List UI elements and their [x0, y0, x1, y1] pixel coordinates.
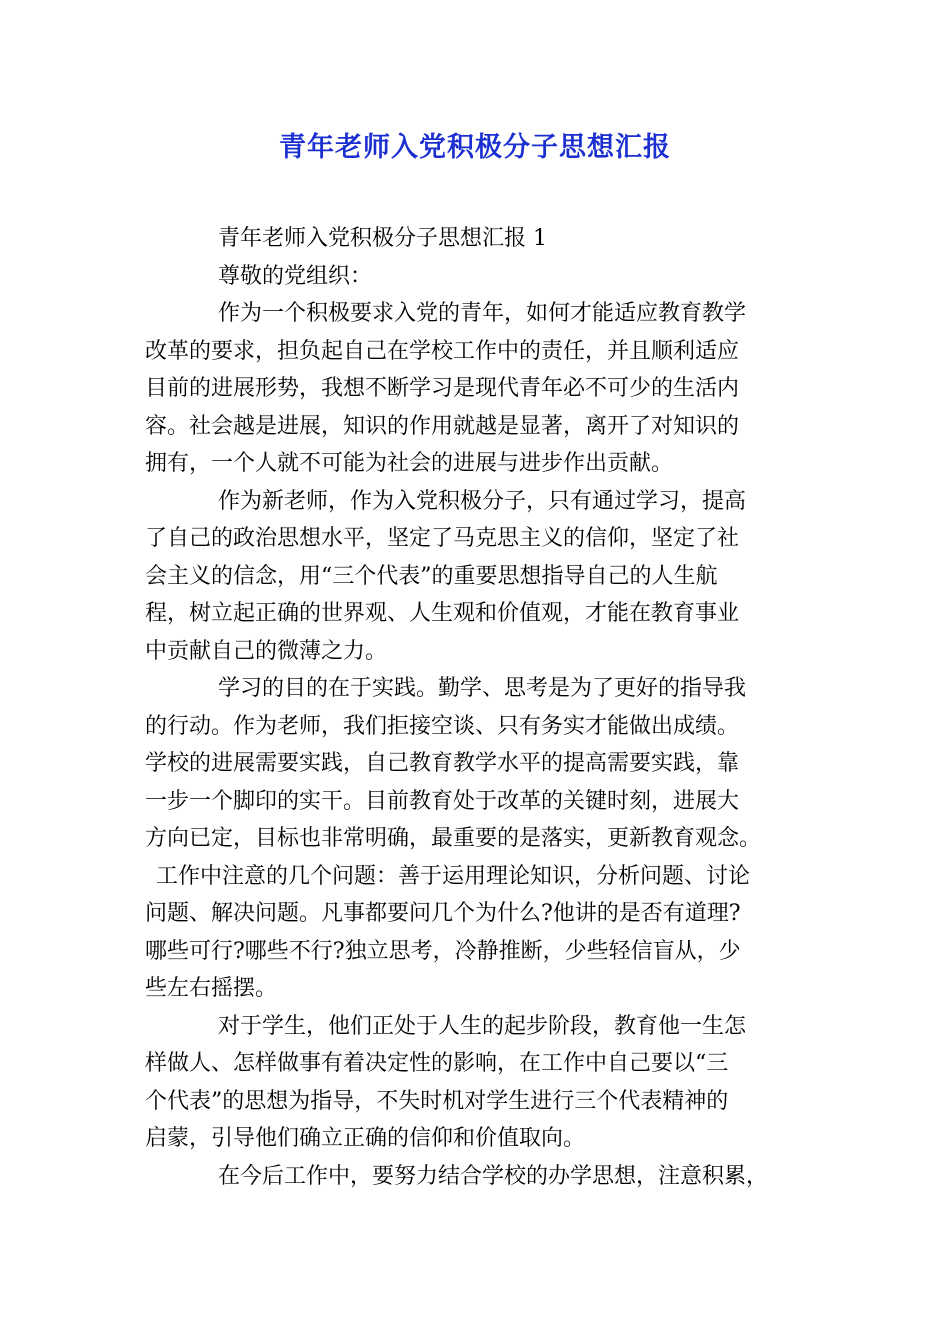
- text-line: 拥有，一个人就不可能为社会的进展与进步作出贡献。: [145, 451, 674, 476]
- text-line: 在今后工作中，要努力结合学校的办学思想，注意积累，: [218, 1163, 769, 1189]
- text-line: 哪些可行?哪些不行?独立思考，冷静推断，少些轻信盲从，少: [145, 938, 741, 964]
- text-line: 作为新老师，作为入党积极分子，只有通过学习，提高: [218, 488, 747, 514]
- text-line: 青年老师入党积极分子思想汇报 1: [218, 226, 547, 251]
- text-line: 程，树立起正确的世界观、人生观和价值观，才能在教育事业: [145, 601, 740, 626]
- text-line: 的行动。作为老师，我们拒接空谈、只有务实才能做出成绩。: [145, 713, 740, 739]
- text-line: 些左右摇摆。: [145, 976, 278, 1001]
- text-line: 会主义的信念，用“三个代表”的重要思想指导自己的人生航: [145, 563, 718, 589]
- text-line: 启蒙，引导他们确立正确的信仰和价值取向。: [145, 1126, 586, 1151]
- text-line: 作为一个积极要求入党的青年，如何才能适应教育教学: [218, 301, 747, 326]
- text-line: 改革的要求，担负起自己在学校工作中的责任，并且顺利适应: [145, 338, 740, 364]
- text-line: 尊敬的党组织：: [218, 263, 373, 289]
- text-line: 问题、解决问题。凡事都要问几个为什么?他讲的是否有道理?: [145, 901, 741, 926]
- text-line: 一步一个脚印的实干。目前教育处于改革的关键时刻，进展大: [145, 788, 740, 814]
- document-body: [145, 220, 805, 1195]
- text-line: 工作中注意的几个问题：善于运用理论知识，分析问题、讨论: [156, 863, 751, 889]
- text-line: 方向已定，目标也非常明确，最重要的是落实，更新教育观念。: [145, 826, 762, 851]
- text-line: 学校的进展需要实践，自己教育教学水平的提高需要实践，靠: [145, 751, 740, 776]
- text-line: 个代表”的思想为指导，不失时机对学生进行三个代表精神的: [145, 1088, 729, 1114]
- document-title: 青年老师入党积极分子思想汇报: [279, 132, 671, 163]
- text-line: 目前的进展形势，我想不断学习是现代青年必不可少的生活内: [145, 376, 740, 401]
- text-line: 样做人、怎样做事有着决定性的影响，在工作中自己要以“三: [145, 1051, 729, 1076]
- text-line: 对于学生，他们正处于人生的起步阶段，教育他一生怎: [218, 1013, 747, 1039]
- text-line: 容。社会越是进展，知识的作用就越是显著，离开了对知识的: [145, 413, 740, 439]
- text-line: 了自己的政治思想水平，坚定了马克思主义的信仰，坚定了社: [145, 526, 740, 551]
- text-line: 学习的目的在于实践。勤学、思考是为了更好的指导我: [218, 676, 747, 701]
- text-line: 中贡献自己的微薄之力。: [145, 638, 388, 664]
